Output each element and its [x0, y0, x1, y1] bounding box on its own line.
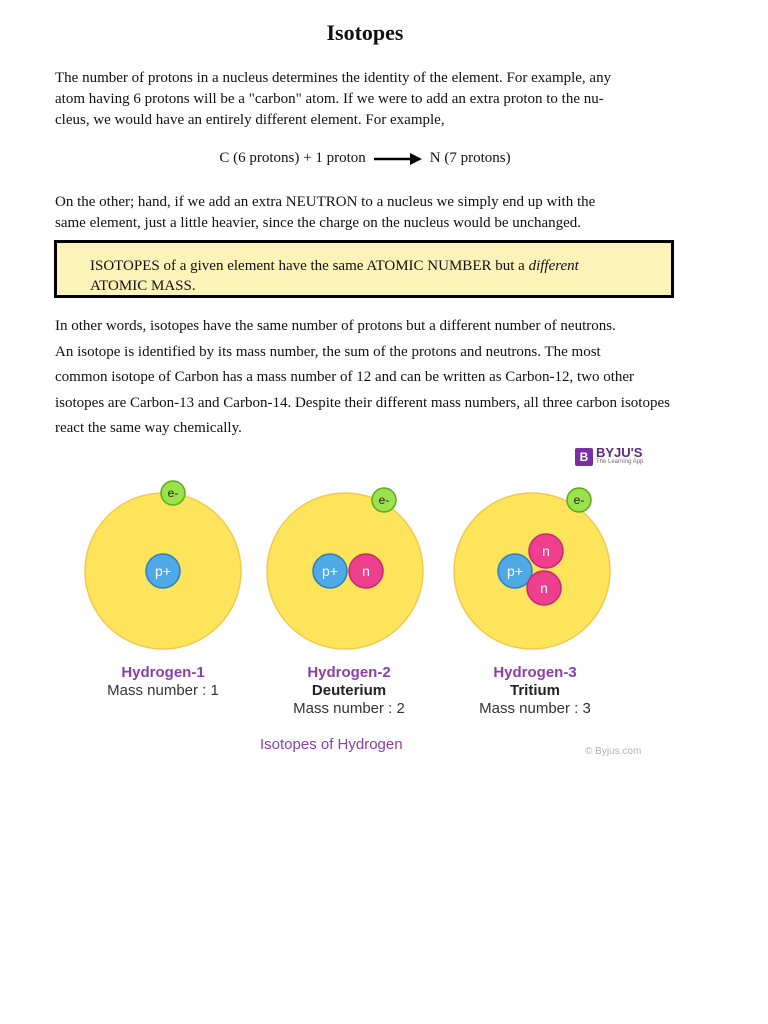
callout-italic: different [528, 258, 579, 274]
hydrogen-isotopes-figure [60, 440, 700, 770]
paragraph-line: common isotope of Carbon has a mass number of 12 and can be written as Carbon-12, two other [55, 369, 635, 385]
paragraph-line: react the same way chemically. [55, 420, 242, 436]
equation-left: C (6 protons) + 1 proton [219, 150, 366, 166]
atom-hydrogen-2 [267, 488, 423, 649]
atom-label-hydrogen-2 [269, 664, 429, 718]
paragraph-line: cleus, we would have an entirely different element. For example, [55, 112, 445, 128]
neutron-paragraph [55, 192, 677, 234]
proton-equation [0, 150, 730, 167]
atom-name: Hydrogen-3 [493, 664, 577, 681]
proton-label: p+ [155, 563, 171, 579]
definition-callout [54, 240, 674, 298]
mass-number: Mass number : 1 [107, 682, 219, 699]
atom-hydrogen-1 [85, 481, 241, 649]
page-title: Isotopes [326, 20, 404, 45]
atom-name: Hydrogen-1 [121, 664, 205, 681]
paragraph-line: The number of protons in a nucleus determines the identity of the element. For example, any [55, 70, 612, 86]
right-arrow-icon [374, 153, 422, 165]
paragraph-line: isotopes are Carbon-13 and Carbon-14. Despite their different mass numbers, all three carbon isotopes [55, 394, 670, 411]
atom-alt-name: Deuterium [311, 682, 387, 699]
neutron-label: n [542, 543, 550, 559]
neutron-label: n [362, 563, 370, 579]
paragraph-line: same element, just a little heavier, since the charge on the nucleus would be unchanged. [55, 215, 582, 231]
paragraph-line: On the other; hand, if we add an extra NEUTRON to a nucleus we simply end up with the [55, 194, 596, 210]
intro-paragraph [55, 68, 677, 131]
brand-name: BYJU'S [596, 445, 643, 460]
callout-line-1 [90, 256, 579, 276]
atom-label-hydrogen-3 [455, 664, 615, 718]
neutron-label: n [540, 580, 548, 596]
atom-label-hydrogen-1 [83, 664, 243, 700]
atom-name: Hydrogen-2 [307, 664, 391, 681]
brand-tagline: The Learning App [596, 459, 644, 465]
byjus-logo-icon: B [575, 448, 593, 466]
electron-label: e- [573, 493, 585, 507]
atom-hydrogen-3 [454, 488, 610, 649]
electron-label: e- [378, 493, 390, 507]
paragraph-line: An isotope is identified by its mass number, the sum of the protons and neutrons. The most [55, 343, 601, 360]
atom-alt-name: Tritium [509, 682, 560, 699]
proton-label: p+ [507, 563, 523, 579]
proton-label: p+ [322, 563, 338, 579]
callout-line-2: ATOMIC MASS. [90, 278, 196, 294]
callout-text: ISOTOPES of a given element have the same ATOMIC NUMBER but a [90, 258, 529, 274]
figure-caption: Isotopes of Hydrogen [260, 736, 403, 753]
explanation-paragraph [55, 314, 735, 442]
electron-label: e- [167, 486, 179, 500]
paragraph-line: atom having 6 protons will be a "carbon" atom. If we were to add an extra proton to the nu- [55, 91, 604, 107]
mass-number: Mass number : 3 [479, 700, 591, 717]
copyright-text: © Byjus.com [585, 746, 642, 757]
byjus-logo [575, 447, 643, 466]
paragraph-line: In other words, isotopes have the same number of protons but a different number of neutrons. [55, 318, 616, 334]
mass-number: Mass number : 2 [293, 700, 405, 717]
equation-right: N (7 protons) [429, 150, 511, 166]
